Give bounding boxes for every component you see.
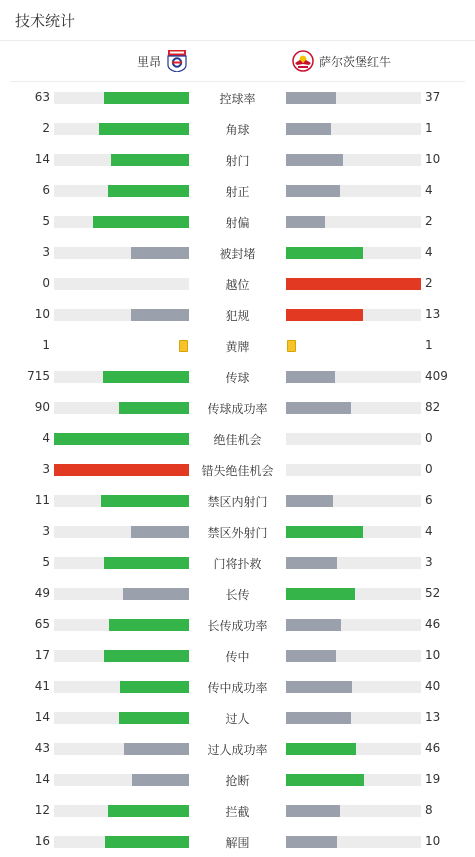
away-bar-track	[286, 681, 421, 693]
stat-name: 门将扑救	[213, 557, 262, 571]
away-bar-fill	[286, 619, 341, 631]
away-stat-value: 409	[425, 369, 448, 383]
home-bar-fill	[131, 247, 189, 259]
home-bar-fill	[131, 526, 189, 538]
home-stat-value: 49	[34, 586, 50, 600]
stat-name: 射门	[225, 154, 250, 168]
stat-row	[0, 733, 475, 764]
home-bar-track	[54, 619, 189, 631]
home-bar-fill	[54, 464, 189, 476]
away-stat-value: 13	[425, 710, 441, 724]
away-bar-track	[286, 619, 421, 631]
home-bar-track	[54, 588, 189, 600]
away-stat-value: 3	[425, 555, 433, 569]
home-stat-value: 0	[42, 276, 50, 290]
stat-row	[0, 764, 475, 795]
stat-name: 射偏	[225, 216, 250, 230]
away-stat-value: 4	[425, 524, 433, 538]
home-bar-fill	[103, 371, 189, 383]
stat-name: 禁区内射门	[207, 495, 268, 509]
away-bar-track	[286, 216, 421, 228]
away-bar-track	[286, 371, 421, 383]
away-bar-fill	[286, 495, 333, 507]
away-stat-value: 0	[425, 462, 433, 476]
away-bar-fill	[286, 123, 331, 135]
away-bar-track	[286, 309, 421, 321]
home-team-name: 里昂	[136, 54, 161, 69]
away-bar-track	[286, 123, 421, 135]
stat-name: 射正	[225, 185, 250, 199]
home-stat-value: 63	[34, 90, 50, 104]
home-bar-fill	[123, 588, 189, 600]
home-stat-value: 90	[34, 400, 50, 414]
away-bar-track	[286, 154, 421, 166]
home-stat-value: 1	[42, 338, 50, 352]
stat-name: 抢断	[225, 774, 250, 788]
home-stat-value: 3	[42, 245, 50, 259]
away-bar-fill	[286, 712, 351, 724]
home-bar-track	[54, 805, 189, 817]
away-bar-track	[286, 526, 421, 538]
stat-row	[0, 423, 475, 454]
yellow-card-icon	[287, 340, 296, 352]
stats-list	[0, 82, 475, 857]
away-bar-track	[286, 588, 421, 600]
stat-name: 传中	[225, 650, 250, 664]
away-stat-value: 10	[425, 648, 441, 662]
stat-name: 错失绝佳机会	[201, 464, 274, 478]
away-stat-value: 1	[425, 121, 433, 135]
stat-name: 传中成功率	[207, 681, 268, 695]
stat-name: 拦截	[225, 805, 250, 819]
stat-row	[0, 113, 475, 144]
away-bar-track	[286, 836, 421, 848]
lyon-logo-icon	[166, 50, 188, 72]
home-bar-fill	[119, 712, 189, 724]
stat-row	[0, 299, 475, 330]
home-stat-value: 16	[34, 834, 50, 848]
section-title: 技术统计	[15, 12, 76, 30]
away-stat-value: 8	[425, 803, 433, 817]
home-stat-value: 2	[42, 121, 50, 135]
away-bar-fill	[286, 743, 356, 755]
stat-name: 角球	[225, 123, 250, 137]
stat-row	[0, 82, 475, 113]
home-bar-fill	[93, 216, 189, 228]
home-stat-value: 41	[34, 679, 50, 693]
home-bar-track	[54, 774, 189, 786]
away-bar-fill	[286, 557, 337, 569]
away-stat-value: 2	[425, 276, 433, 290]
away-bar-track	[286, 805, 421, 817]
home-bar-track	[54, 836, 189, 848]
stat-name: 过人	[225, 712, 250, 726]
salzburg-logo-icon	[292, 50, 314, 72]
home-bar-fill	[119, 402, 189, 414]
home-bar-track	[54, 92, 189, 104]
home-bar-fill	[132, 774, 189, 786]
home-bar-track	[54, 185, 189, 197]
stat-row	[0, 640, 475, 671]
away-stat-value: 52	[425, 586, 441, 600]
stats-header	[0, 0, 475, 41]
home-bar-fill	[54, 433, 189, 445]
away-bar-track	[286, 247, 421, 259]
away-stat-value: 40	[425, 679, 441, 693]
away-team-name: 萨尔茨堡红牛	[319, 54, 392, 69]
away-team[interactable]	[292, 50, 391, 72]
away-bar-fill	[286, 526, 363, 538]
home-bar-track	[54, 402, 189, 414]
away-bar-fill	[286, 805, 340, 817]
stat-row	[0, 454, 475, 485]
away-bar-track	[286, 185, 421, 197]
home-bar-track	[54, 495, 189, 507]
home-stat-value: 14	[34, 152, 50, 166]
stat-name: 犯规	[225, 309, 250, 323]
stat-row	[0, 795, 475, 826]
away-bar-fill	[286, 836, 337, 848]
away-bar-fill	[286, 371, 335, 383]
away-bar-track	[286, 402, 421, 414]
home-bar-track	[54, 433, 189, 445]
away-stat-value: 4	[425, 183, 433, 197]
home-stat-value: 10	[34, 307, 50, 321]
home-bar-fill	[108, 185, 189, 197]
away-stat-value: 10	[425, 152, 441, 166]
away-stat-value: 1	[425, 338, 433, 352]
home-stat-value: 65	[34, 617, 50, 631]
home-bar-track	[54, 557, 189, 569]
stat-row	[0, 237, 475, 268]
away-stat-value: 46	[425, 741, 441, 755]
home-bar-track	[54, 154, 189, 166]
home-stat-value: 715	[27, 369, 50, 383]
away-bar-fill	[286, 247, 363, 259]
away-stat-value: 6	[425, 493, 433, 507]
away-bar-fill	[286, 774, 364, 786]
home-bar-track	[54, 371, 189, 383]
home-stat-value: 3	[42, 524, 50, 538]
away-stat-value: 37	[425, 90, 441, 104]
away-bar-fill	[286, 681, 352, 693]
home-bar-track	[54, 650, 189, 662]
home-bar-fill	[104, 650, 189, 662]
away-bar-track	[286, 774, 421, 786]
home-stat-value: 14	[34, 710, 50, 724]
away-bar-track	[286, 464, 421, 476]
away-stat-value: 13	[425, 307, 441, 321]
home-stat-value: 43	[34, 741, 50, 755]
stat-row	[0, 578, 475, 609]
stat-row	[0, 175, 475, 206]
stat-row	[0, 144, 475, 175]
home-bar-fill	[124, 743, 189, 755]
away-bar-track	[286, 433, 421, 445]
stat-row	[0, 268, 475, 299]
home-stat-value: 6	[42, 183, 50, 197]
stat-name: 控球率	[219, 92, 256, 106]
away-bar-track	[286, 743, 421, 755]
stat-name: 绝佳机会	[213, 433, 262, 447]
away-bar-fill	[286, 154, 343, 166]
stat-name: 解围	[225, 836, 250, 850]
home-bar-fill	[101, 495, 189, 507]
home-bar-track	[54, 526, 189, 538]
stat-name: 过人成功率	[207, 743, 268, 757]
away-stat-value: 19	[425, 772, 441, 786]
away-stat-value: 0	[425, 431, 433, 445]
away-stat-value: 82	[425, 400, 441, 414]
stat-name: 越位	[225, 278, 250, 292]
away-bar-fill	[286, 216, 325, 228]
away-bar-track	[286, 557, 421, 569]
away-stat-value: 4	[425, 245, 433, 259]
away-bar-fill	[286, 278, 421, 290]
home-bar-track	[54, 216, 189, 228]
home-bar-fill	[99, 123, 189, 135]
away-bar-track	[286, 712, 421, 724]
stat-row	[0, 516, 475, 547]
stat-name: 传球成功率	[207, 402, 268, 416]
away-bar-track	[286, 495, 421, 507]
stat-row	[0, 609, 475, 640]
home-bar-fill	[120, 681, 189, 693]
home-bar-track	[54, 681, 189, 693]
stat-name: 传球	[225, 371, 250, 385]
home-stat-value: 17	[34, 648, 50, 662]
away-bar-fill	[286, 650, 336, 662]
home-bar-fill	[111, 154, 189, 166]
stat-row	[0, 330, 475, 361]
home-team[interactable]	[137, 50, 188, 72]
home-bar-fill	[104, 92, 189, 104]
home-stat-value: 5	[42, 555, 50, 569]
home-bar-track	[54, 743, 189, 755]
home-stat-value: 5	[42, 214, 50, 228]
away-bar-track	[286, 650, 421, 662]
home-stat-value: 14	[34, 772, 50, 786]
away-stat-value: 10	[425, 834, 441, 848]
stat-name: 被封堵	[219, 247, 256, 261]
home-bar-fill	[105, 836, 189, 848]
away-stat-value: 2	[425, 214, 433, 228]
away-bar-fill	[286, 309, 363, 321]
home-bar-track	[54, 309, 189, 321]
home-bar-fill	[131, 309, 189, 321]
away-bar-fill	[286, 402, 351, 414]
home-bar-fill	[109, 619, 189, 631]
home-bar-track	[54, 712, 189, 724]
stat-row	[0, 671, 475, 702]
home-bar-track	[54, 123, 189, 135]
stat-row	[0, 826, 475, 857]
away-bar-fill	[286, 588, 355, 600]
stat-row	[0, 392, 475, 423]
away-bar-fill	[286, 185, 340, 197]
home-bar-fill	[104, 557, 189, 569]
home-bar-track	[54, 278, 189, 290]
away-bar-track	[286, 278, 421, 290]
stat-row	[0, 702, 475, 733]
stat-row	[0, 547, 475, 578]
away-stat-value: 46	[425, 617, 441, 631]
home-stat-value: 11	[34, 493, 50, 507]
teams-row	[10, 41, 465, 82]
away-bar-fill	[286, 92, 336, 104]
away-bar-track	[286, 92, 421, 104]
stat-name: 长传	[225, 588, 250, 602]
home-bar-fill	[108, 805, 189, 817]
home-stat-value: 3	[42, 462, 50, 476]
home-bar-track	[54, 464, 189, 476]
yellow-card-icon	[179, 340, 188, 352]
stat-name: 禁区外射门	[207, 526, 268, 540]
home-stat-value: 12	[34, 803, 50, 817]
home-bar-track	[54, 247, 189, 259]
stat-row	[0, 361, 475, 392]
stat-name: 黄牌	[225, 340, 250, 354]
stat-name: 长传成功率	[207, 619, 268, 633]
stat-row	[0, 206, 475, 237]
home-stat-value: 4	[42, 431, 50, 445]
stat-row	[0, 485, 475, 516]
